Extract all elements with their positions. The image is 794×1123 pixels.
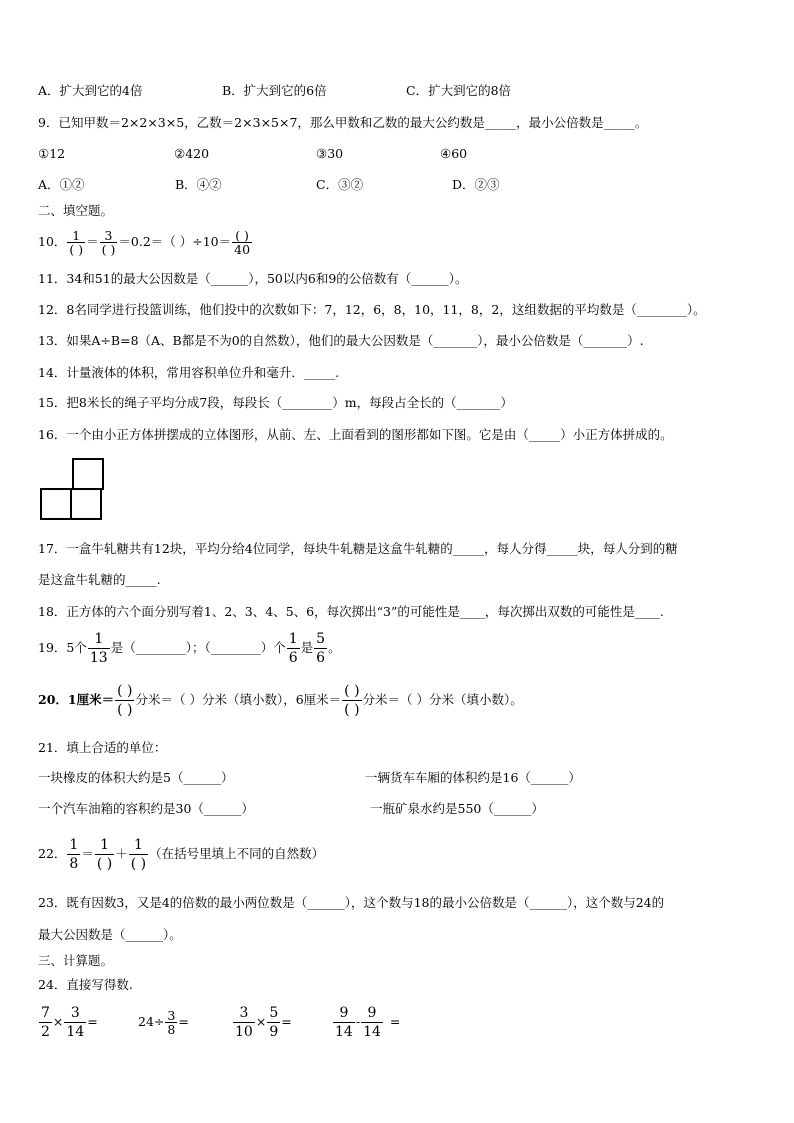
figure-square-top xyxy=(72,458,104,490)
q8-option-b: B．扩大到它的6倍 xyxy=(222,83,327,98)
equals-sign: = xyxy=(178,1014,189,1029)
q20-middle-1: 分米＝（ ）分米（填小数），6厘米＝ xyxy=(135,692,342,707)
q9-option-d: D．②③ xyxy=(452,177,500,192)
q9-choice-2: ②420 xyxy=(174,146,210,161)
q22-note: （在括号里填上不同的自然数） xyxy=(149,846,325,861)
q24-e2-fraction xyxy=(165,1009,177,1036)
q24-expression-3 xyxy=(232,1002,292,1042)
numerator: 3 xyxy=(70,1005,80,1021)
q10-f3-denominator: 40 xyxy=(234,242,251,257)
q16-cube-view-figure xyxy=(40,458,136,522)
q19 xyxy=(38,630,341,667)
q22-fraction-2 xyxy=(95,836,114,873)
q24-expression-2 xyxy=(138,1002,189,1042)
q21-item-water-bottle: 一瓶矿泉水约是550（______） xyxy=(370,801,544,816)
q10-f1-denominator: ( ) xyxy=(69,242,84,257)
q24-expression-4 xyxy=(332,1002,400,1042)
q10-fraction-3 xyxy=(232,229,252,256)
q22-fraction-1 xyxy=(67,836,80,873)
q24-stem: 24．直接写得数. xyxy=(38,977,133,992)
denominator: 2 xyxy=(41,1024,50,1040)
q20-f1-denominator: ( ) xyxy=(117,702,133,718)
q19-fraction-1 xyxy=(88,630,110,667)
q20-fraction-1 xyxy=(115,682,134,719)
q23-line-1: 23．既有因数3，又是4的倍数的最小两位数是（______），这个数与18的最小公倍数是（______），这个数与24的 xyxy=(38,895,665,910)
operator-times: × xyxy=(52,1014,64,1029)
q22-fraction-3 xyxy=(129,836,148,873)
q10-fraction-1 xyxy=(67,229,85,256)
q24-e4-fraction-a xyxy=(333,1004,355,1041)
q24-e1-fraction-b xyxy=(64,1004,86,1041)
q15: 15．把8米长的绳子平均分成7段，每段长（________）m，每段占全长的（_______） xyxy=(38,395,513,410)
figure-square-bottom-right xyxy=(70,488,102,520)
numerator: 3 xyxy=(167,1008,176,1023)
q10-fraction-2 xyxy=(100,229,118,256)
q20-f2-numerator: ( ) xyxy=(344,683,360,699)
q9-choice-3: ③30 xyxy=(316,146,344,161)
q22-f1-numerator: 1 xyxy=(69,837,79,853)
q22-number: 22． xyxy=(38,846,67,861)
section-heading-fill-blank: 二、填空题。 xyxy=(38,203,114,218)
denominator: 8 xyxy=(167,1022,176,1037)
q21-item-eraser: 一块橡皮的体积大约是5（______） xyxy=(38,770,234,785)
q22-f3-numerator: 1 xyxy=(133,837,143,853)
q8-option-a: A．扩大到它的4倍 xyxy=(38,83,143,98)
q20-prefix: 20．1厘米＝ xyxy=(38,692,115,707)
q19-end: 。 xyxy=(328,640,341,655)
q24-e1-fraction-a xyxy=(39,1004,52,1041)
q24-e3-fraction-a xyxy=(233,1004,255,1041)
q19-f1-denominator: 13 xyxy=(89,650,108,666)
q24-e3-fraction-b xyxy=(267,1004,280,1041)
figure-square-bottom-left xyxy=(40,488,72,520)
numerator: 9 xyxy=(367,1005,377,1021)
q18: 18．正方体的六个面分别写着1、2、3、4、5、6，每次掷出“3”的可能性是____，每次掷出双数的可能性是____. xyxy=(38,604,664,619)
q22-f3-denominator: ( ) xyxy=(130,856,147,872)
q20 xyxy=(38,680,523,720)
q9-option-c: C．③② xyxy=(316,177,364,192)
q19-middle: 是（________）；（________）个 xyxy=(110,640,286,655)
q20-f1-numerator: ( ) xyxy=(117,683,133,699)
equals-sign: = xyxy=(281,1014,292,1029)
q12: 12．8名同学进行投篮训练，他们投中的次数如下：7，12，6，8，10，11，8，2，这组数据的平均数是（________）。 xyxy=(38,302,706,317)
numerator: 9 xyxy=(339,1005,349,1021)
numerator: 5 xyxy=(269,1005,279,1021)
q19-is: 是 xyxy=(300,640,314,655)
q13: 13．如果A÷B=8（A、B都是不为0的自然数），他们的最大公因数是（_______），最小公倍数是（_______）. xyxy=(38,333,644,348)
denominator: 9 xyxy=(269,1024,279,1040)
q20-middle-2: 分米＝（ ）分米（填小数）。 xyxy=(362,692,523,707)
q8-option-c: C．扩大到它的8倍 xyxy=(406,83,512,98)
q21-item-fuel-tank: 一个汽车油箱的容积约是30（______） xyxy=(38,801,254,816)
q14: 14．计量液体的体积，常用容积单位升和毫升．_____. xyxy=(38,365,340,380)
q19-f1-numerator: 1 xyxy=(94,631,104,647)
q9-option-a: A．①② xyxy=(38,177,85,192)
q10-f1-numerator: 1 xyxy=(72,228,81,243)
q19-prefix: 19．5个 xyxy=(38,640,87,655)
q10-equals: ＝ xyxy=(86,234,99,249)
q11: 11．34和51的最大公因数是（______），50以内6和9的公倍数有（______）。 xyxy=(38,271,468,286)
denominator: 10 xyxy=(235,1024,253,1040)
q19-f3-numerator: 5 xyxy=(316,631,326,647)
q22 xyxy=(38,834,324,874)
equals-sign: = xyxy=(87,1014,98,1029)
q24-e4-fraction-b xyxy=(361,1004,383,1041)
operator-times: × xyxy=(255,1014,267,1029)
q9-option-b: B．④② xyxy=(175,177,222,192)
q23-line-2: 最大公因数是（______）。 xyxy=(38,927,182,942)
q9-choice-1: ①12 xyxy=(38,146,66,161)
q21-stem: 21．填上合适的单位： xyxy=(38,740,167,755)
q19-fraction-3 xyxy=(314,630,327,667)
numerator: 7 xyxy=(41,1005,50,1021)
q20-f2-denominator: ( ) xyxy=(344,702,360,718)
q19-fraction-2 xyxy=(287,630,300,667)
q10-number: 10． xyxy=(38,234,67,249)
q24-expression-1 xyxy=(38,1002,98,1042)
q22-f2-numerator: 1 xyxy=(100,837,109,853)
q22-f1-denominator: 8 xyxy=(69,856,79,872)
q16: 16．一个由小正方体拼摆成的立体图形，从前、左、上面看到的图形都如下图。它是由（_____）小正方体拼成的。 xyxy=(38,427,673,442)
q24-e2-prefix: 24÷ xyxy=(138,1014,165,1029)
q22-equals: ＝ xyxy=(81,846,94,861)
q9-choice-4: ④60 xyxy=(440,146,468,161)
denominator: 14 xyxy=(66,1024,85,1040)
q10-f3-numerator: ( ) xyxy=(235,228,249,243)
q19-f2-numerator: 1 xyxy=(288,631,298,647)
q17-line-1: 17．一盒牛轧糖共有12块，平均分给4位同学，每块牛轧糖是这盒牛轧糖的_____，每人分得_____块，每人分到的糖 xyxy=(38,541,678,556)
q19-f2-denominator: 6 xyxy=(288,650,298,666)
numerator: 3 xyxy=(239,1005,249,1021)
q10-middle: ＝0.2＝（ ）÷10＝ xyxy=(118,234,232,249)
operator-minus: - xyxy=(355,1014,361,1029)
denominator: 14 xyxy=(363,1024,381,1040)
q10 xyxy=(38,226,253,258)
q19-f3-denominator: 6 xyxy=(316,650,326,666)
denominator: 14 xyxy=(335,1024,353,1040)
q9-stem: 9．已知甲数＝2×2×3×5，乙数＝2×3×5×7，那么甲数和乙数的最大公约数是_____，最小公倍数是_____。 xyxy=(38,115,648,130)
q22-f2-denominator: ( ) xyxy=(96,856,113,872)
section-heading-calculation: 三、计算题。 xyxy=(38,953,114,968)
q21-item-truck: 一辆货车车厢的体积约是16（______） xyxy=(365,770,581,785)
q10-f2-numerator: 3 xyxy=(104,228,113,243)
q10-f2-denominator: ( ) xyxy=(101,242,116,257)
q22-plus: ＋ xyxy=(115,846,128,861)
q17-line-2: 是这盒牛轧糖的_____. xyxy=(38,572,161,587)
q20-fraction-2 xyxy=(342,682,361,719)
equals-sign: = xyxy=(389,1014,401,1029)
